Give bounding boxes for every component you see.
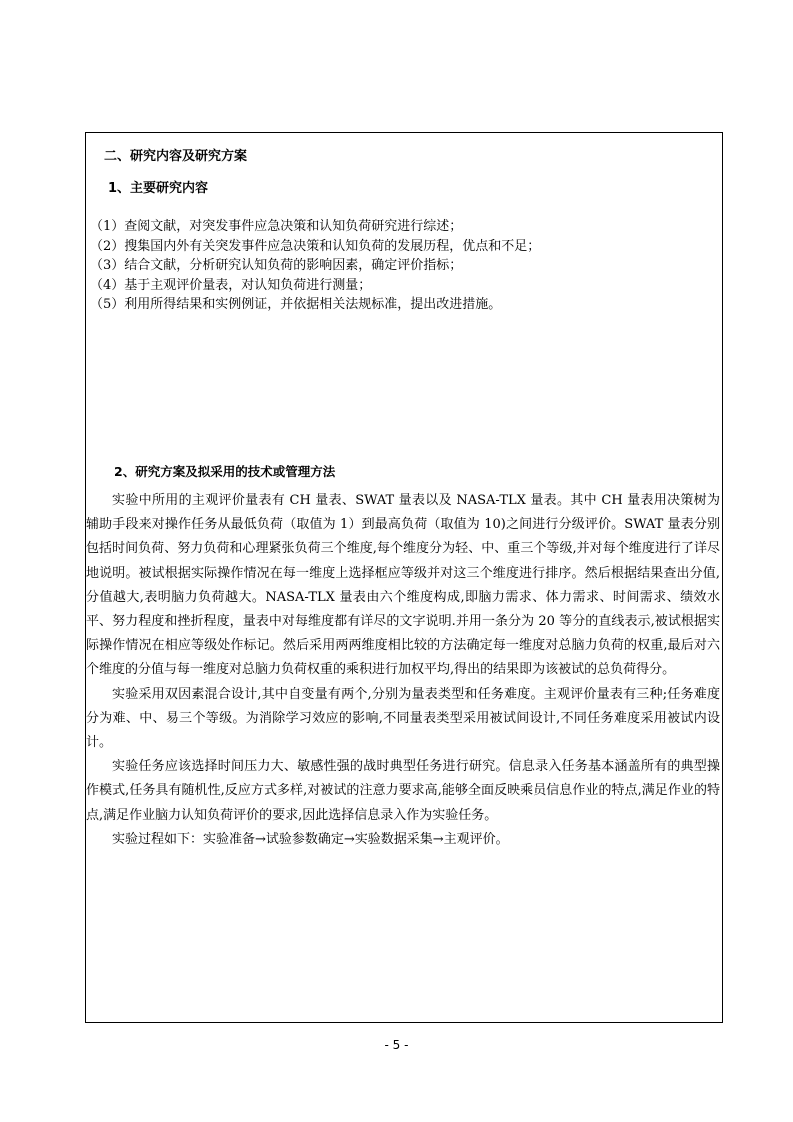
list-item: （2）搜集国内外有关突发事件应急决策和认知负荷的发展历程，优点和不足； <box>90 238 541 254</box>
list-item: （4）基于主观评价量表，对认知负荷进行测量； <box>90 277 372 293</box>
list-item: （5）利用所得结果和实例例证，并依据相关法规标准，提出改进措施。 <box>90 297 502 312</box>
section-heading: 二、研究内容及研究方案 <box>104 149 248 164</box>
paragraph: 实验任务应该选择时间压力大、敏感性强的战时典型任务进行研究。信息录入任务基本涵盖所有的典型操作模式,任务具有随机性,反应方式多样,对被试的注意力要求高,能够全面反映乘员信息作业的特点,满足作业的特点,满足作业脑力认知负荷评价的要求,因此选择信息录入作为实验任务。 <box>86 759 720 823</box>
list-item: （1）查阅文献，对突发事件应急决策和认知负荷研究进行综述； <box>90 219 463 234</box>
page-number: - 5 - <box>384 1038 409 1052</box>
list-item: （3）结合文献，分析研究认知负荷的影响因素，确定评价指标； <box>90 258 463 273</box>
paragraph: 实验过程如下：实验准备→试验参数确定→实验数据采集→主观评价。 <box>112 831 509 847</box>
subsection-heading-research-plan: 2、研究方案及拟采用的技术或管理方法 <box>114 464 336 479</box>
subsection-heading-main-content: 1、主要研究内容 <box>108 181 209 196</box>
research-content-list <box>90 217 710 315</box>
paragraph: 实验中所用的主观评价量表有 CH 量表、SWAT 量表以及 NASA-TLX 量表。其中 CH 量表用决策树为辅助手段来对操作任务从最低负荷（取值为 1）到最高负荷（取值为 10)之间进行分级评价。SWAT 量表分别包括时间负荷、努力负荷和心理紧张负荷三个维度,每个维度分为轻、中、重三个等级,并对每个维度进行了详尽地说明。被试根据实际操作情况在每一维度上选择框应等级并对这三个维度进行排序。然后根据结果查出分值,分值越大,表明脑力负荷越大。NASA-TLX 量表由六个维度构成,即脑力需求、体力需求、时间需求、绩效水平、努力程度和挫折程度，量表中对每维度都有详尽的文字说明.并用一条分为 20 等分的直线表示,被试根据实际操作情况在相应等级处作标记。然后采用两两维度相比较的方法确定每一维度对总脑力负荷的权重,最后对六个维度的分值与每一维度对总脑力负荷权重的乘积进行加权平均,得出的结果即为该被试的总负荷得分。 <box>86 493 720 678</box>
paragraph: 实验采用双因素混合设计,其中自变量有两个,分别为量表类型和任务难度。主观评价量表有三种;任务难度分为难、中、易三个等级。为消除学习效应的影响,不同量表类型采用被试间设计,不同任务难度采用被试内设计。 <box>86 686 720 751</box>
research-plan-text <box>86 489 720 852</box>
